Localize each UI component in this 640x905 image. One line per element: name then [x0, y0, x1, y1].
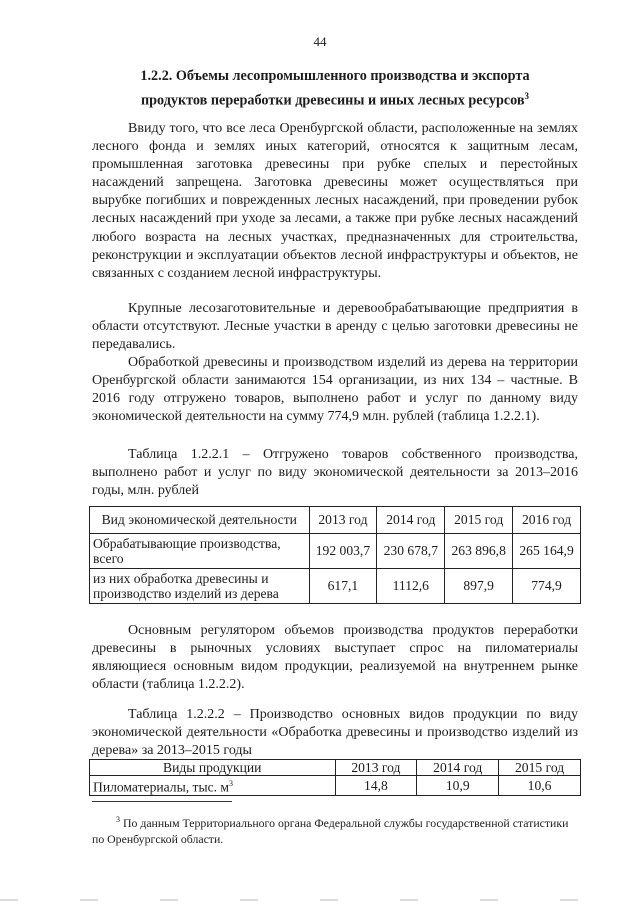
- table1-header-row: [90, 507, 581, 534]
- table2-header-2015: 2015 год: [499, 760, 581, 776]
- table2-header-row: [90, 760, 581, 776]
- table2-row1-label-text: Пиломатериалы, тыс. м: [93, 779, 230, 795]
- table1-row2-2014: 1112,6: [377, 569, 445, 604]
- scan-artifact-line: [0, 899, 640, 901]
- table2-caption: Таблица 1.2.2.2 – Производство основных видов продукции по виду экономической деятельности «Обработка древесины и производство изделий из дерева» за 2013–2015 годы: [92, 707, 578, 759]
- heading-line-2: продуктов переработки древесины и иных лесных ресурсов: [140, 92, 525, 109]
- table2-header-product: Виды продукции: [90, 760, 336, 776]
- table2-row1-unit-sup: 3: [229, 779, 234, 788]
- table2-row1-2013: 14,8: [335, 776, 417, 796]
- footnote-mark: 3: [116, 815, 120, 824]
- table1-row2-2016: 774,9: [513, 569, 581, 604]
- table1-header-2013: 2013 год: [309, 507, 377, 534]
- page-number: 44: [313, 34, 327, 49]
- table2-row1-2015: 10,6: [499, 776, 581, 796]
- table1-row2-2013: 617,1: [309, 569, 377, 604]
- table1-row1-2015: 263 896,8: [445, 534, 513, 569]
- table1-row1-2014: 230 678,7: [377, 534, 445, 569]
- table1-header-2015: 2015 год: [445, 507, 513, 534]
- table2-row1-label: [90, 776, 336, 796]
- footnote: [92, 812, 578, 847]
- table1-caption: Таблица 1.2.2.1 – Отгружено товаров собственного производства, выполнено работ и услуг по виду экономической деятельности за 2013–2016 годы, млн. рублей: [92, 447, 578, 499]
- table1-header-activity: Вид экономической деятельности: [90, 507, 310, 534]
- paragraph-4: Основным регулятором объемов производства продуктов переработки древесины в рыночных условиях выступает спрос на пиломатериалы являющиеся основным видом продукции, реализуемой на внутреннем рынке области (таблица 1.2.2.2).: [92, 623, 578, 693]
- table-row: [90, 569, 581, 604]
- table1-row1-label: Обрабатывающие производства, всего: [90, 534, 310, 569]
- table1-row1-2016: 265 164,9: [513, 534, 581, 569]
- heading-footnote-ref: 3: [524, 91, 530, 101]
- table1-header-2014: 2014 год: [377, 507, 445, 534]
- table1-header-2016: 2016 год: [513, 507, 581, 534]
- table-2: [89, 759, 581, 796]
- table2-header-2014: 2014 год: [417, 760, 499, 776]
- table-1: [89, 506, 581, 604]
- table-row: [90, 534, 581, 569]
- paragraph-3: Обработкой древесины и производством изделий из дерева на территории Оренбургской области занимаются 154 организации, из них 134 – частные. В 2016 году отгружено товаров, выполнено работ и услуг по данному виду экономической деятельности на сумму 774,9 млн. рублей (таблица 1.2.2.1).: [92, 355, 578, 425]
- table2-row1-2014: 10,9: [417, 776, 499, 796]
- paragraph-1: Ввиду того, что все леса Оренбургской области, расположенные на землях лесного фонда и землях иных категорий, относятся к защитным лесам, промышленная заготовка древесины при рубке спелых и перестойных насаждений запрещена. Заготовка древесины может осуществляться при вырубке погибших и поврежденных лесных насаждений, при проведении рубок лесных насаждений при уходе за лесами, а также при рубке лесных насаждений любого возраста на лесных участках, предназначенных для строительства, реконструкции и эксплуатации объектов лесной инфраструктуры и объектов, не связанных с созданием лесной инфраструктуры.: [92, 121, 578, 281]
- footnote-text: По данным Территориального органа Федеральной службы государственной статистики по Оренбургской области.: [92, 815, 569, 846]
- paragraph-2: Крупные лесозаготовительные и деревообрабатывающие предприятия в области отсутствуют. Лесные участки в аренду с целью заготовки древесины не передавались.: [92, 301, 578, 353]
- table-row: [90, 776, 581, 796]
- table1-row2-label: из них обработка древесины и производство изделий из дерева: [90, 569, 310, 604]
- table2-header-2013: 2013 год: [335, 760, 417, 776]
- heading-line-1: 1.2.2. Объемы лесопромышленного производства и экспорта: [140, 68, 530, 84]
- section-heading: [92, 66, 578, 111]
- footnote-divider: [92, 801, 232, 802]
- table1-row1-2013: 192 003,7: [309, 534, 377, 569]
- table1-row2-2015: 897,9: [445, 569, 513, 604]
